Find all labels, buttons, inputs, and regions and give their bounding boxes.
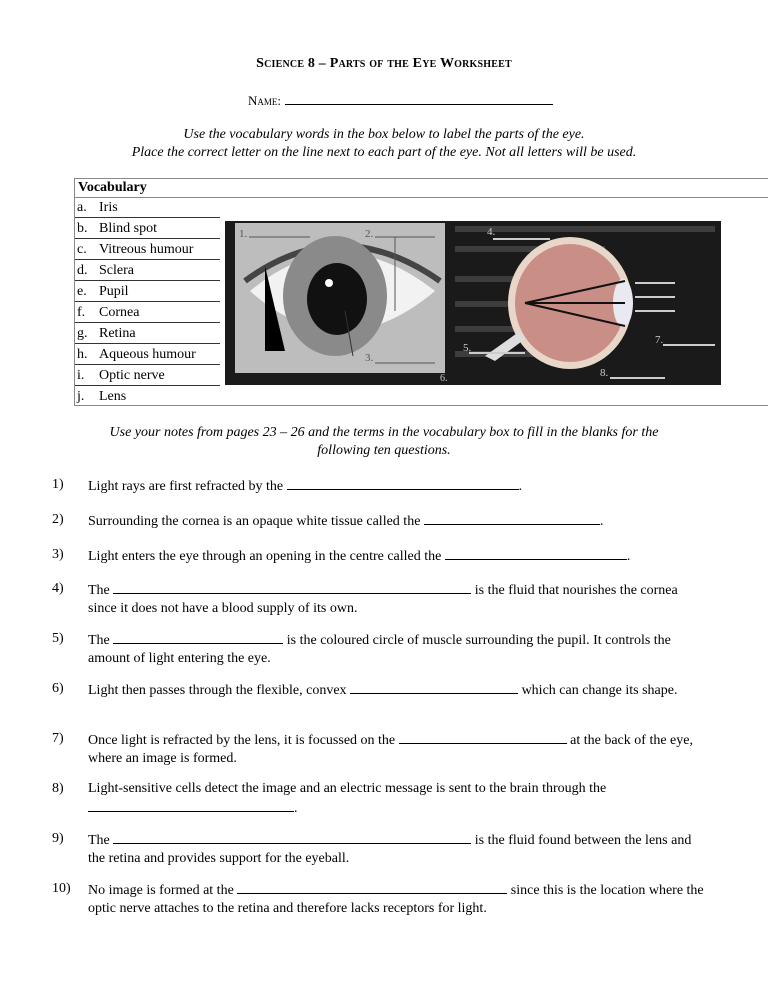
question-text-after: is the fluid found between the lens and the retina and provides support for the eyeball.	[88, 833, 692, 866]
question-6	[52, 680, 708, 700]
instruction-line-2: Place the correct letter on the line next to each part of the eye. Not all letters will be used.	[131, 145, 637, 160]
vocab-letter: f.	[77, 305, 86, 320]
question-1	[52, 476, 708, 496]
question-number: 2)	[52, 512, 64, 527]
name-field	[248, 92, 553, 109]
diagram-label-6: 6.	[440, 373, 448, 384]
eye-diagram-image	[225, 221, 721, 385]
question-text-after: is the coloured circle of muscle surrounding the pupil. It controls the amount of light entering the eye.	[88, 633, 671, 666]
diagram-label-8: 8.	[600, 367, 609, 379]
vocab-term: Blind spot	[99, 221, 157, 236]
question-text-before: Light then passes through the flexible, convex	[88, 683, 347, 698]
question-number: 1)	[52, 477, 64, 492]
question-text-before: Once light is refracted by the lens, it is focussed on the	[88, 733, 396, 748]
vocabulary-item	[75, 282, 220, 302]
vocabulary-item	[75, 240, 220, 260]
vocab-letter: d.	[77, 263, 88, 278]
question-number: 5)	[52, 631, 64, 646]
vocab-term: Vitreous humour	[99, 242, 194, 257]
question-text-after: .	[518, 479, 523, 494]
question-2	[52, 511, 708, 531]
answer-blank[interactable]	[113, 580, 471, 594]
vocab-term: Iris	[99, 200, 118, 215]
question-number: 3)	[52, 547, 64, 562]
vocab-term: Lens	[99, 389, 127, 404]
question-text-before: The	[88, 833, 110, 848]
vocab-term: Pupil	[99, 284, 129, 299]
vocab-letter: e.	[77, 284, 87, 299]
question-number: 7)	[52, 731, 64, 746]
vocabulary-item	[75, 198, 220, 218]
vocab-letter: g.	[77, 326, 88, 341]
question-text-after: .	[294, 801, 298, 816]
answer-blank[interactable]	[287, 476, 519, 490]
answer-blank[interactable]	[113, 830, 471, 844]
question-number: 9)	[52, 831, 64, 846]
vocabulary-box	[74, 178, 768, 406]
name-blank[interactable]	[285, 92, 553, 105]
question-number: 6)	[52, 681, 64, 696]
question-text-after: which can change its shape.	[521, 683, 678, 698]
answer-blank[interactable]	[88, 798, 294, 812]
diagram-label-2: 2.	[365, 228, 374, 240]
question-10	[52, 880, 708, 918]
vocab-term: Cornea	[99, 305, 140, 320]
question-text-before: Light rays are first refracted by the	[88, 479, 284, 494]
vocabulary-item	[75, 387, 220, 407]
diagram-label-7: 7.	[655, 334, 664, 346]
answer-blank[interactable]	[424, 511, 600, 525]
vocab-letter: h.	[77, 347, 88, 362]
vocabulary-item	[75, 219, 220, 239]
instruction-line-1: Use the vocabulary words in the box below to label the parts of the eye.	[183, 127, 585, 142]
question-text-before: Light-sensitive cells detect the image and an electric message is sent to the brain through the	[88, 781, 607, 796]
vocabulary-item	[75, 366, 220, 386]
vocabulary-heading: Vocabulary	[75, 179, 768, 198]
question-number: 10)	[52, 881, 71, 896]
diagram-label-1: 1.	[239, 228, 248, 240]
question-text-after: is the fluid that nourishes the cornea since it does not have a blood supply of its own.	[88, 583, 678, 616]
answer-blank[interactable]	[350, 680, 518, 694]
answer-blank[interactable]	[113, 630, 283, 644]
question-text-after: at the back of the eye, where an image is formed.	[88, 733, 693, 766]
vocab-letter: c.	[77, 242, 87, 257]
answer-blank[interactable]	[445, 546, 627, 560]
question-3	[52, 546, 708, 566]
diagram-label-3: 3.	[365, 352, 374, 364]
vocab-letter: a.	[77, 200, 87, 215]
vocab-letter: j.	[77, 389, 85, 404]
question-text-after: since this is the location where the optic nerve attaches to the retina and therefore lacks receptors for light.	[88, 883, 704, 916]
question-8	[52, 780, 708, 818]
diagram-label-5: 5.	[463, 342, 472, 354]
name-label: Name:	[248, 93, 281, 108]
vocabulary-item	[75, 303, 220, 323]
vocab-term: Sclera	[99, 263, 134, 278]
question-text-before: No image is formed at the	[88, 883, 234, 898]
notes-instruction-1: Use your notes from pages 23 – 26 and the terms in the vocabulary box to fill in the blanks for the	[109, 425, 659, 440]
notes-instruction-2: following ten questions.	[317, 443, 451, 458]
vocab-term: Aqueous humour	[99, 347, 196, 362]
vocabulary-item	[75, 345, 220, 365]
question-7	[52, 730, 708, 768]
question-number: 8)	[52, 781, 64, 796]
question-text-after: .	[599, 514, 604, 529]
answer-blank[interactable]	[237, 880, 507, 894]
diagram-label-4: 4.	[487, 226, 496, 238]
question-9	[52, 830, 708, 868]
question-text-before: The	[88, 633, 110, 648]
question-5	[52, 630, 708, 668]
vocab-letter: b.	[77, 221, 88, 236]
vocab-letter: i.	[77, 368, 85, 383]
question-text-before: Light enters the eye through an opening in the centre called the	[88, 549, 442, 564]
question-text-before: The	[88, 583, 110, 598]
vocab-term: Optic nerve	[99, 368, 165, 383]
vocabulary-item	[75, 324, 220, 344]
page-title: Science 8 – Parts of the Eye Worksheet	[256, 56, 512, 71]
question-text-after: .	[626, 549, 631, 564]
vocabulary-item	[75, 261, 220, 281]
vocab-term: Retina	[99, 326, 136, 341]
question-4	[52, 580, 708, 618]
answer-blank[interactable]	[399, 730, 567, 744]
question-number: 4)	[52, 581, 64, 596]
question-text-before: Surrounding the cornea is an opaque white tissue called the	[88, 514, 421, 529]
